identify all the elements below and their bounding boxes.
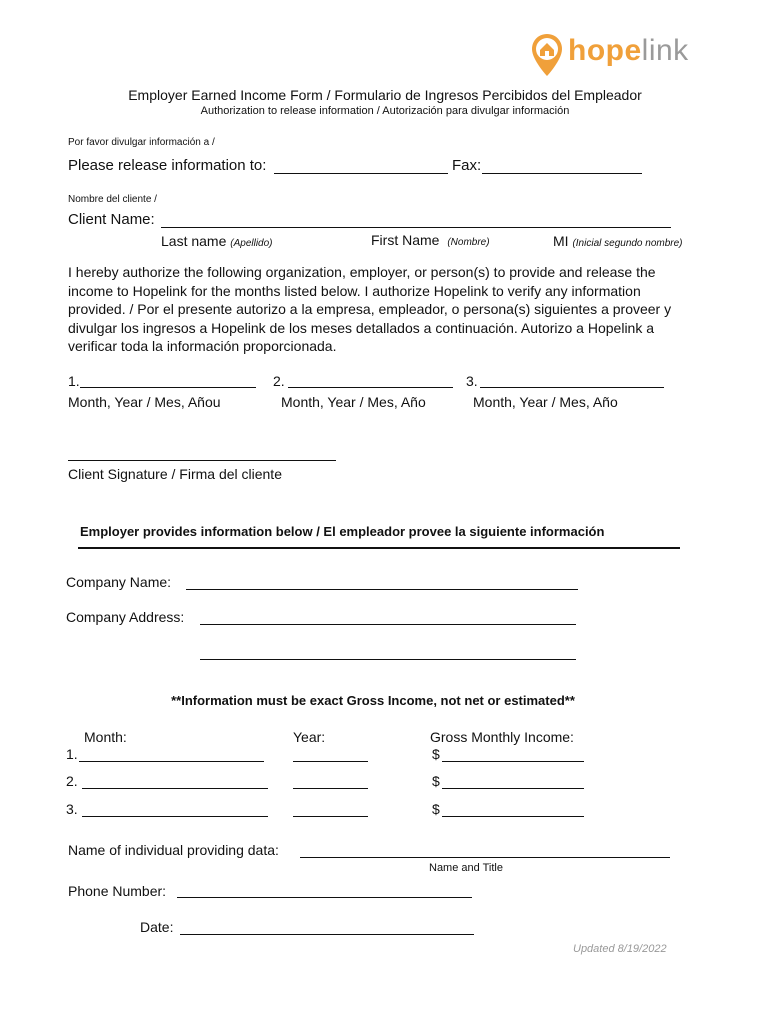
income-row-2-currency: $ <box>432 773 440 789</box>
company-name-label: Company Name: <box>66 574 172 590</box>
income-row-2-amount[interactable] <box>442 788 584 789</box>
client-small-label: Nombre del cliente / <box>68 194 157 205</box>
mi-label <box>553 233 683 249</box>
date-field[interactable] <box>180 934 474 935</box>
income-row-1-amount[interactable] <box>442 761 584 762</box>
fax-label: Fax: <box>452 157 482 174</box>
provider-name-label: Name of individual providing data: <box>68 842 279 858</box>
house-pin-icon <box>530 32 564 78</box>
income-note: **Information must be exact Gross Income, not net or estimated** <box>171 693 575 708</box>
income-row-2-year[interactable] <box>293 788 368 789</box>
date-label: Date: <box>140 919 174 935</box>
client-signature-field[interactable] <box>68 460 336 461</box>
income-row-1-num: 1. <box>66 746 78 762</box>
form-subtitle: Authorization to release information / Autorización para divulgar información <box>200 105 570 117</box>
month-2-field[interactable] <box>288 387 453 388</box>
month-1-num: 1. <box>68 373 80 389</box>
company-address-field-1[interactable] <box>200 624 576 625</box>
section-divider <box>78 547 680 549</box>
phone-number-label: Phone Number: <box>68 883 167 899</box>
fax-field[interactable] <box>482 173 642 174</box>
income-row-3-currency: $ <box>432 801 440 817</box>
month-3-field[interactable] <box>480 387 664 388</box>
last-name-label <box>161 233 273 249</box>
logo-wordmark <box>568 34 689 68</box>
mi-es: (Inicial segundo nombre) <box>572 238 683 249</box>
mi-text: MI <box>553 233 569 249</box>
first-name-label <box>371 232 490 248</box>
phone-number-field[interactable] <box>177 897 472 898</box>
income-row-1-month[interactable] <box>79 761 264 762</box>
release-to-field[interactable] <box>274 173 448 174</box>
client-name-label: Client Name: <box>68 211 155 228</box>
month-3-num: 3. <box>466 373 478 389</box>
month-3-label: Month, Year / Mes, Año <box>473 394 618 410</box>
income-row-3-month[interactable] <box>82 816 268 817</box>
income-column-header: Gross Monthly Income: <box>430 729 574 745</box>
income-row-1-year[interactable] <box>293 761 368 762</box>
company-address-label: Company Address: <box>66 609 185 625</box>
month-column-header: Month: <box>84 729 127 745</box>
income-row-2-month[interactable] <box>82 788 268 789</box>
client-signature-label: Client Signature / Firma del cliente <box>68 466 282 482</box>
first-name-es: (Nombre) <box>447 237 490 248</box>
month-1-label: Month, Year / Mes, Añou <box>68 394 221 410</box>
logo-text-hope: hope <box>568 34 642 67</box>
income-row-3-num: 3. <box>66 801 78 817</box>
updated-date: Updated 8/19/2022 <box>573 943 667 955</box>
income-row-1-currency: $ <box>432 746 440 762</box>
income-row-3-amount[interactable] <box>442 816 584 817</box>
month-2-num: 2. <box>273 373 285 389</box>
company-address-field-2[interactable] <box>200 659 576 660</box>
month-1-field[interactable] <box>80 387 256 388</box>
client-name-field[interactable] <box>161 227 671 228</box>
last-name-es: (Apellido) <box>230 238 273 249</box>
company-name-field[interactable] <box>186 589 578 590</box>
income-row-3-year[interactable] <box>293 816 368 817</box>
first-name-text: First Name <box>371 232 440 248</box>
month-2-label: Month, Year / Mes, Año <box>281 394 426 410</box>
release-label: Please release information to: <box>68 157 267 174</box>
provider-name-sublabel: Name and Title <box>429 862 503 874</box>
employer-section-heading: Employer provides information below / El empleador provee la siguiente información <box>80 524 605 539</box>
release-small-label: Por favor divulgar información a / <box>68 137 215 148</box>
provider-name-field[interactable] <box>300 857 670 858</box>
income-row-2-num: 2. <box>66 773 78 789</box>
logo-text-link: link <box>641 34 689 67</box>
form-title: Employer Earned Income Form / Formulario de Ingresos Percibidos del Empleador <box>128 87 642 103</box>
authorization-paragraph: I hereby authorize the following organization, employer, or person(s) to provide and release the income to Hopelink for the months listed below. I authorize Hopelink to verify any information provided. / Por el presente autorizo a la empresa, empleador, o persona(s) siguientes a proveer y divulgar los ingresos a Hopelink de los meses detallados a continuación. Autorizo a Hopelink a verificar toda la información proporcionada. <box>68 264 672 354</box>
last-name-text: Last name <box>161 233 227 249</box>
year-column-header: Year: <box>293 729 326 745</box>
